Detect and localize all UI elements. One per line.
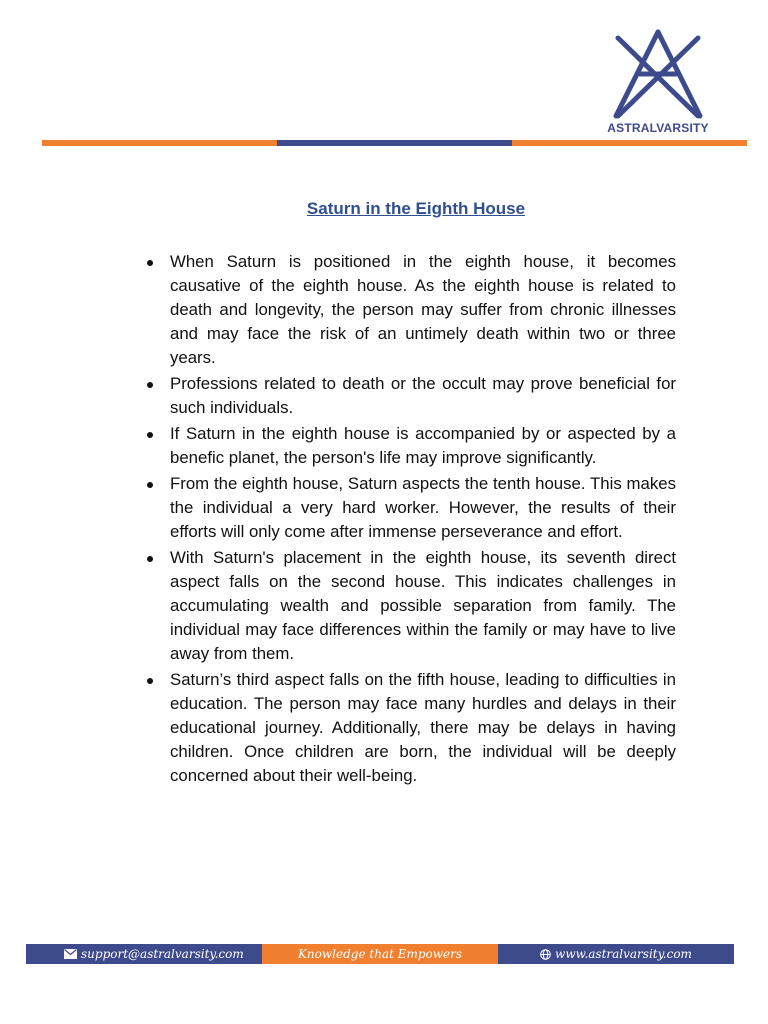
footer-tagline-segment [262, 944, 498, 964]
brand-logo [596, 26, 720, 138]
footer-bar [26, 944, 734, 964]
list-item [145, 472, 676, 544]
globe-icon [540, 949, 551, 960]
list-item [145, 546, 676, 666]
bullet-icon [147, 260, 153, 266]
bullet-list [145, 250, 676, 790]
list-item [145, 372, 676, 420]
footer-email-segment [26, 944, 262, 964]
list-item-text: From the eighth house, Saturn aspects the tenth house. This makes the individual a very hard worker. However, the results of their efforts will only come after immense perseverance and effort. [170, 474, 676, 541]
header-divider-segment-middle [277, 140, 512, 146]
list-item [145, 250, 676, 370]
astralvarsity-logo-icon [608, 28, 708, 120]
footer-email-link[interactable]: support@astralvarsity.com [81, 947, 244, 961]
brand-name: ASTRALVARSITY [607, 121, 709, 135]
list-item-text: If Saturn in the eighth house is accompanied by or aspected by a benefic planet, the person's life may improve significantly. [170, 424, 676, 467]
envelope-icon [64, 949, 77, 959]
bullet-icon [147, 678, 153, 684]
header-divider-segment-left [42, 140, 277, 146]
footer-website-segment [498, 944, 734, 964]
bullet-icon [147, 556, 153, 562]
footer-tagline: Knowledge that Empowers [297, 947, 463, 961]
footer-website-link[interactable]: www.astralvarsity.com [555, 947, 692, 961]
header-divider [42, 140, 747, 146]
bullet-icon [147, 482, 153, 488]
list-item-text: Saturn’s third aspect falls on the fifth house, leading to difficulties in education. The person may face many hurdles and delays in their educational journey. Additionally, there may be delays in having children. Once children are born, the individual will be deeply concerned about their well-being. [170, 670, 676, 785]
list-item [145, 668, 676, 788]
list-item-text: With Saturn's placement in the eighth house, its seventh direct aspect falls on the second house. This indicates challenges in accumulating wealth and possible separation from family. The individual may face differences within the family or may have to live away from them. [170, 548, 676, 663]
list-item-text: When Saturn is positioned in the eighth house, it becomes causative of the eighth house. As the eighth house is related to death and longevity, the person may suffer from chronic illnesses and may face the risk of an untimely death within two or three years. [170, 252, 676, 367]
list-item [145, 422, 676, 470]
document-title: Saturn in the Eighth House [306, 199, 526, 218]
header-divider-segment-right [512, 140, 747, 146]
bullet-icon [147, 432, 153, 438]
bullet-icon [147, 382, 153, 388]
list-item-text: Professions related to death or the occult may prove beneficial for such individuals. [170, 374, 676, 417]
